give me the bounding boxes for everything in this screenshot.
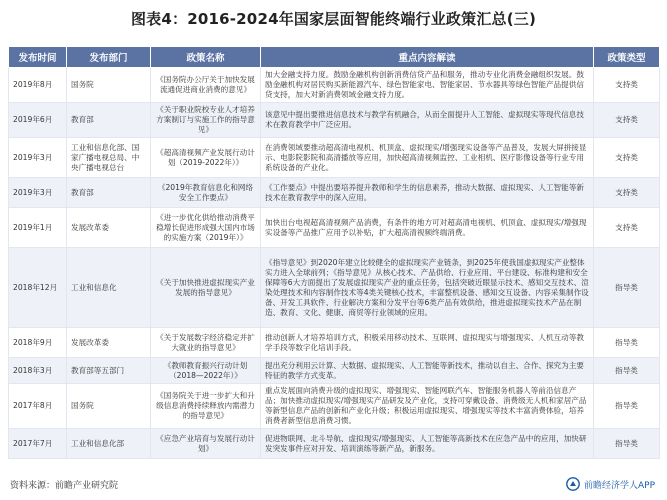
cell-time: 2018年9月 xyxy=(9,328,67,358)
cell-time: 2019年8月 xyxy=(9,68,67,103)
cell-policy-name: 《关于职业院校专业人才培养方案制订与实施工作的指导意见》 xyxy=(151,103,261,138)
brand-mark xyxy=(566,477,655,491)
cell-policy-name: 《超高清视频产业发展行动计划（2019-2022年）》 xyxy=(151,138,261,178)
cell-type: 指导类 xyxy=(594,429,660,459)
cell-content: 重点发展面向消费升级的虚拟现实、增强现实、智能网联汽车、智能服务机器人等前沿信息产品；加快推动虚拟现实/增强现实产品研发及产业化，支持可穿戴设备、消费级无人机和家居产品等新型信息产品的创新和产业化升级；积极运用虚拟现实、增强现实等技术丰富消费体验，培养消费者新型信息消费习惯。 xyxy=(261,384,594,429)
table-row xyxy=(9,358,660,384)
cell-time: 2019年3月 xyxy=(9,138,67,178)
brand-logo-icon xyxy=(566,477,580,491)
header-type: 政策类型 xyxy=(594,47,660,68)
cell-content: 促进物联网、北斗导航、虚拟现实/增强现实、人工智能等高新技术在应急产品中的应用，加快研发突发事件应对开发、培训演练等新产品，新服务。 xyxy=(261,429,594,459)
header-content: 重点内容解读 xyxy=(261,47,594,68)
cell-dept: 教育部 xyxy=(67,103,151,138)
cell-policy-name: 《国务院关于进一步扩大和升级信息消费持续释放内需潜力的指导意见》 xyxy=(151,384,261,429)
cell-policy-name: 《关于发展数字经济稳定并扩大就业的指导意见》 xyxy=(151,328,261,358)
source-note: 资料来源：前瞻产业研究院 xyxy=(10,481,119,491)
cell-content: 在消费领域要推动超高清电视机、机顶盒、虚拟现实/增强现实设备等产品普及，发展大屏拼接显示、电影院影院和高清播放等应用，加快超高清视频监控、工业相机、医疗影像设备等行业专用系统设备的产业化。 xyxy=(261,138,594,178)
cell-time: 2019年6月 xyxy=(9,103,67,138)
table-row xyxy=(9,68,660,103)
cell-time: 2019年1月 xyxy=(9,208,67,248)
table-row xyxy=(9,248,660,328)
policy-table xyxy=(8,46,660,459)
cell-type: 支持类 xyxy=(594,178,660,208)
table-row xyxy=(9,138,660,178)
table-row xyxy=(9,208,660,248)
cell-time: 2017年7月 xyxy=(9,429,67,459)
cell-time: 2018年12月 xyxy=(9,248,67,328)
page-title: 图表4：2016-2024年国家层面智能终端行业政策汇总(三) xyxy=(130,10,537,28)
header-name: 政策名称 xyxy=(151,47,261,68)
cell-policy-name: 《教师教育振兴行动计划（2018—2022年）》 xyxy=(151,358,261,384)
policy-table-container xyxy=(8,46,659,459)
cell-dept: 工业和信息化 xyxy=(67,248,151,328)
table-row xyxy=(9,103,660,138)
table-body xyxy=(9,68,660,459)
cell-type: 指导类 xyxy=(594,248,660,328)
header-dept: 发布部门 xyxy=(67,47,151,68)
table-row xyxy=(9,178,660,208)
cell-dept: 国务院 xyxy=(67,384,151,429)
title-divider xyxy=(8,36,659,37)
cell-dept: 发展改革委 xyxy=(67,208,151,248)
cell-type: 指导类 xyxy=(594,384,660,429)
cell-type: 支持类 xyxy=(594,68,660,103)
header-time: 发布时间 xyxy=(9,47,67,68)
cell-content: 推动创新人才培养培训方式，积极采用移动技术、互联网、虚拟现实与增强现实、人机互动等教学手段等数字化培训手段。 xyxy=(261,328,594,358)
cell-policy-name: 《应急产业培育与发展行动计划》 xyxy=(151,429,261,459)
cell-policy-name: 《国务院办公厅关于加快发展流通促进商业消费的意见》 xyxy=(151,68,261,103)
cell-type: 指导类 xyxy=(594,358,660,384)
cell-policy-name: 《进一步优化供给推动消费平稳增长促进形成强大国内市场的实施方案（2019年）》 xyxy=(151,208,261,248)
footer xyxy=(8,474,659,494)
cell-policy-name: 《2019年教育信息化和网络安全工作要点》 xyxy=(151,178,261,208)
cell-type: 指导类 xyxy=(594,328,660,358)
cell-dept: 教育部等五部门 xyxy=(67,358,151,384)
cell-type: 支持类 xyxy=(594,103,660,138)
cell-type: 支持类 xyxy=(594,138,660,178)
cell-policy-name: 《关于加快推进虚拟现实产业发展的指导意见》 xyxy=(151,248,261,328)
cell-content: 该意见中提出要推进信息技术与教学有机融合，从而全面提升人工智能、虚拟现实等现代信息技术在教育教学中广泛应用。 xyxy=(261,103,594,138)
table-header-row xyxy=(9,47,660,68)
brand-name: 前瞻经济学人APP xyxy=(583,480,655,491)
cell-time: 2017年8月 xyxy=(9,384,67,429)
table-row xyxy=(9,429,660,459)
cell-content: 加大金融支持力度。鼓励金融机构创新消费信贷产品和服务，推动专业化消费金融组织发展。鼓励金融机构对居民购买新能源汽车、绿色智能家电、智能家居、节水器具等绿色智能产品提供信贷支持，加大对新消费领域金融支持力度。 xyxy=(261,68,594,103)
cell-dept: 工业和信息化部、国家广播电视总局、中央广播电视总台 xyxy=(67,138,151,178)
cell-type: 支持类 xyxy=(594,208,660,248)
cell-content: 《工作要点》中提出要培养提升教师和学生的信息素养，推动大数据、虚拟现实、人工智能等新技术在教育教学中的深入应用。 xyxy=(261,178,594,208)
cell-content: 《指导意见》到2020年建立比较健全的虚拟现实产业链条，到2025年使我国虚拟现实产业整体实力进入全球前列；《指导意见》从核心技术、产品供给、行业应用、平台建设、标准构建和安全保障等6大方面提出了发展虚拟现实产业的重点任务，包括突破近眼显示技术、感知交互技术、渲染处理技术和内容制作技术等4类关键核心技术，丰富整机设备、感知交互设备、内容采集制作设备、开发工具软件、行业解决方案和分发平台等6类产品有效供给，推进虚拟现实技术产品在制造、教育、文化、健康、商贸等行业领域的应用。 xyxy=(261,248,594,328)
cell-content: 提出充分利用云计算、大数据、虚拟现实、人工智能等新技术，推动以自主、合作、探究为主要特征的教学方式变革。 xyxy=(261,358,594,384)
cell-time: 2019年3月 xyxy=(9,178,67,208)
cell-dept: 教育部 xyxy=(67,178,151,208)
cell-dept: 国务院 xyxy=(67,68,151,103)
table-row xyxy=(9,384,660,429)
cell-content: 加快出台电视超高清视频产品消费，有条件的地方可对超高清电视机、机顶盒、虚拟现实/增强现实设备等产品推广应用予以补贴，扩大超高清视频终端消费。 xyxy=(261,208,594,248)
cell-dept: 发展改革委 xyxy=(67,328,151,358)
table-row xyxy=(9,328,660,358)
cell-time: 2018年3月 xyxy=(9,358,67,384)
cell-dept: 工业和信息化部 xyxy=(67,429,151,459)
